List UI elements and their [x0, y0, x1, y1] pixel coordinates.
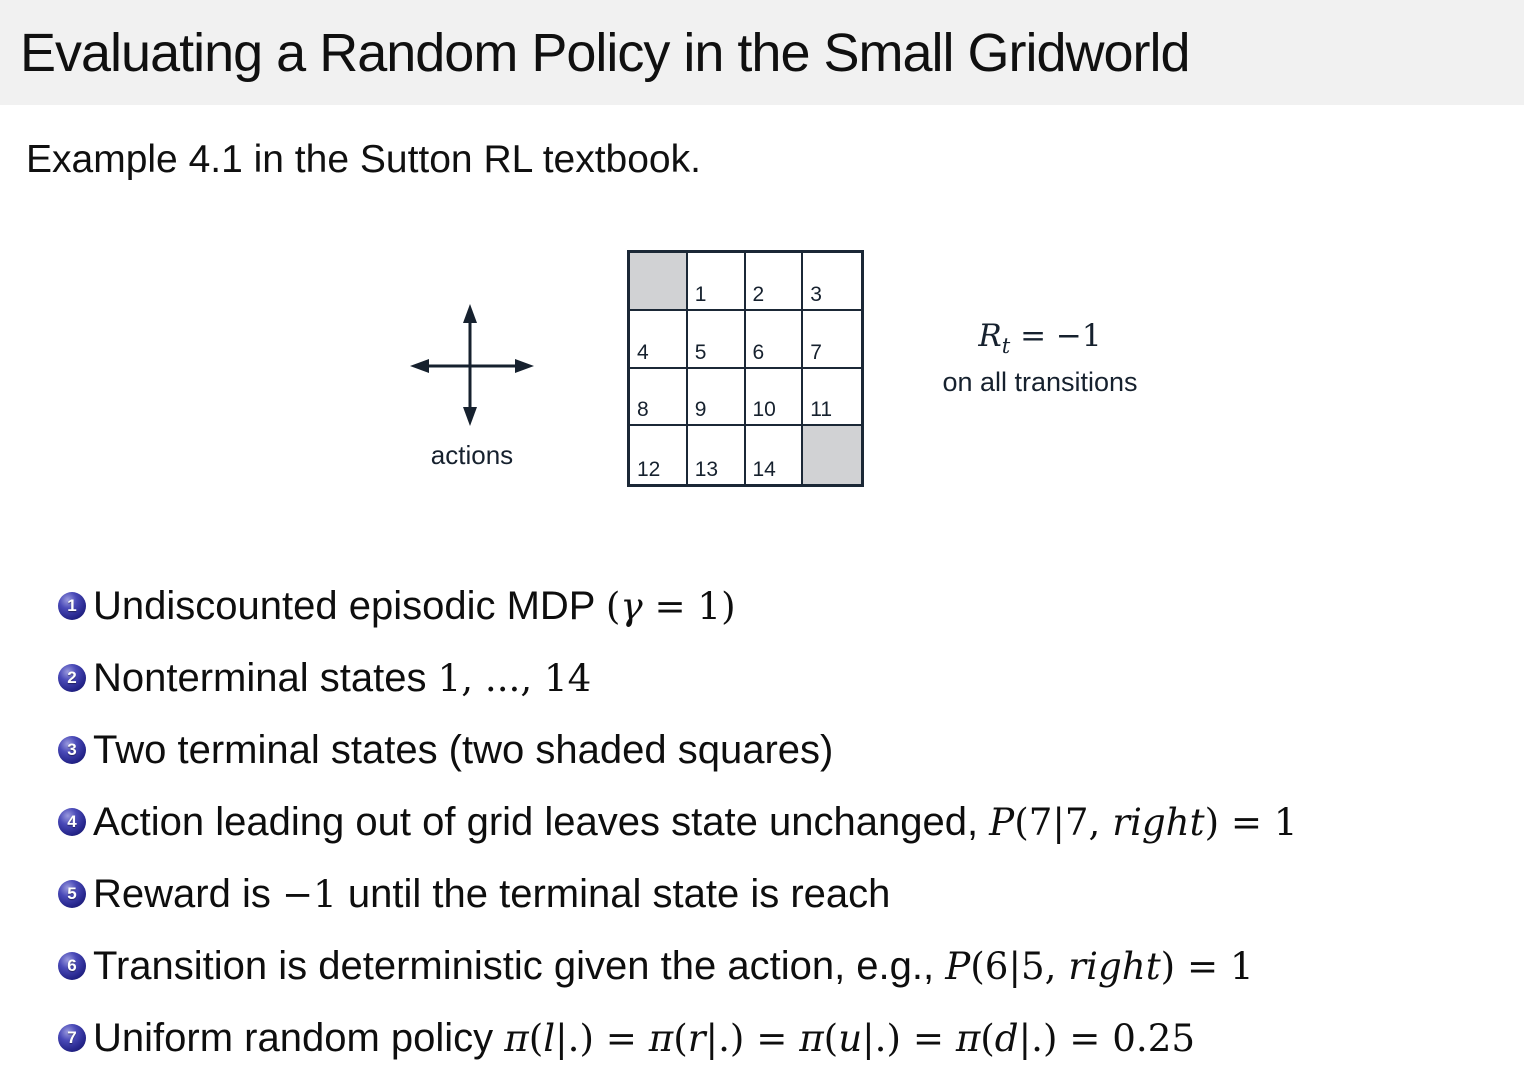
math-segment: 1, ..., 14	[437, 655, 592, 700]
cell-number: 14	[752, 458, 776, 481]
item-text	[93, 1016, 1195, 1061]
math-segment: (	[673, 1015, 688, 1060]
cell-number: 6	[752, 340, 765, 364]
item-number-badge: 1	[58, 592, 86, 620]
item-text	[93, 656, 591, 701]
math-segment: (	[528, 1015, 544, 1060]
reward-annotation	[905, 318, 1175, 397]
cell-number: 8	[637, 398, 649, 422]
text-segment: Two terminal states (two shaded squares)	[93, 727, 834, 772]
list-item-3	[58, 714, 1298, 786]
grid-cell	[803, 311, 861, 369]
grid-cell	[630, 426, 688, 484]
reward-value: = −1	[1010, 318, 1102, 354]
gridworld	[627, 250, 864, 487]
math-segment: P	[945, 943, 971, 988]
math-segment: γ	[620, 583, 643, 628]
grid-cell	[746, 426, 804, 484]
grid-cell	[803, 253, 861, 311]
item-text	[93, 944, 1254, 989]
list-item-5	[58, 858, 1298, 930]
math-segment: = 1)	[642, 583, 736, 628]
cell-number: 11	[810, 398, 833, 422]
item-number-badge: 4	[58, 808, 86, 836]
cell-number: 4	[637, 340, 649, 364]
math-segment: (	[980, 1015, 995, 1060]
grid-cell	[688, 311, 746, 369]
math-segment: |.) =	[862, 1015, 956, 1060]
grid-cell	[803, 369, 861, 427]
cell-number: 3	[810, 282, 822, 306]
math-segment: l	[543, 1015, 556, 1060]
math-segment: π	[799, 1015, 824, 1060]
item-number-badge: 6	[58, 952, 86, 980]
subtitle: Example 4.1 in the Sutton RL textbook.	[26, 138, 701, 181]
math-segment: (	[823, 1015, 839, 1060]
item-number-badge: 2	[58, 664, 86, 692]
list-item-7	[58, 1002, 1298, 1074]
math-segment: π	[648, 1015, 674, 1060]
actions-arrows-icon	[408, 302, 536, 428]
list-item-1	[58, 570, 1298, 642]
math-segment: ) = 1	[1204, 799, 1298, 844]
cell-number: 2	[752, 282, 765, 306]
reward-subscript: t	[1001, 333, 1011, 359]
math-segment: right	[1068, 943, 1161, 988]
text-segment: Transition is deterministic given the action, e.g.,	[93, 943, 946, 988]
text-segment: Reward is	[93, 871, 282, 916]
terminal-cell	[630, 253, 688, 311]
grid-cell	[688, 369, 746, 427]
title-bar	[0, 0, 1524, 105]
math-segment: d	[994, 1015, 1019, 1060]
math-segment: |.) =	[705, 1015, 800, 1060]
item-text	[93, 584, 736, 629]
grid-cell	[746, 369, 804, 427]
math-segment: right	[1112, 799, 1205, 844]
item-number-badge: 3	[58, 736, 86, 764]
text-segment: Uniform random policy	[93, 1015, 505, 1060]
item-number-badge: 5	[58, 880, 86, 908]
math-segment: ) = 1	[1160, 943, 1254, 988]
math-segment: |.) = 0.25	[1018, 1015, 1196, 1060]
cell-number: 1	[694, 282, 707, 306]
cell-number: 5	[694, 340, 707, 364]
math-segment: (7|7,	[1014, 799, 1113, 844]
actions-label: actions	[430, 440, 514, 470]
math-segment: (	[605, 583, 621, 628]
list-item-6	[58, 930, 1298, 1002]
grid-cell	[746, 311, 804, 369]
math-segment: π	[504, 1015, 529, 1060]
item-number-badge: 7	[58, 1024, 86, 1052]
cell-number: 12	[637, 458, 661, 481]
math-segment: π	[955, 1015, 981, 1060]
math-segment: P	[989, 799, 1015, 844]
math-segment: −1	[281, 871, 337, 916]
bullet-list	[58, 570, 1298, 1074]
cell-number: 10	[752, 398, 776, 422]
math-segment: r	[687, 1015, 706, 1060]
reward-formula	[905, 318, 1175, 364]
text-segment: Undiscounted episodic MDP	[93, 583, 606, 628]
list-item-2	[58, 642, 1298, 714]
item-text	[93, 872, 890, 917]
terminal-cell	[803, 426, 861, 484]
page-title: Evaluating a Random Policy in the Small Gridworld	[20, 22, 1190, 83]
grid-cell	[630, 311, 688, 369]
text-segment: until the terminal state is reach	[336, 871, 891, 916]
grid-cell	[688, 253, 746, 311]
text-segment: Action leading out of grid leaves state unchanged,	[93, 799, 990, 844]
math-segment: (6|5,	[970, 943, 1069, 988]
grid-cell	[630, 369, 688, 427]
cell-number: 7	[810, 340, 822, 364]
item-text	[93, 728, 833, 773]
reward-note: on all transitions	[942, 367, 1138, 398]
grid-cell	[746, 253, 804, 311]
list-item-4	[58, 786, 1298, 858]
math-segment: |.) =	[555, 1015, 649, 1060]
math-segment: u	[838, 1015, 863, 1060]
reward-symbol: R	[978, 318, 1002, 354]
grid-cell	[688, 426, 746, 484]
cell-number: 9	[694, 398, 707, 422]
cell-number: 13	[694, 458, 719, 481]
item-text	[93, 800, 1298, 845]
text-segment: Nonterminal states	[93, 655, 438, 700]
